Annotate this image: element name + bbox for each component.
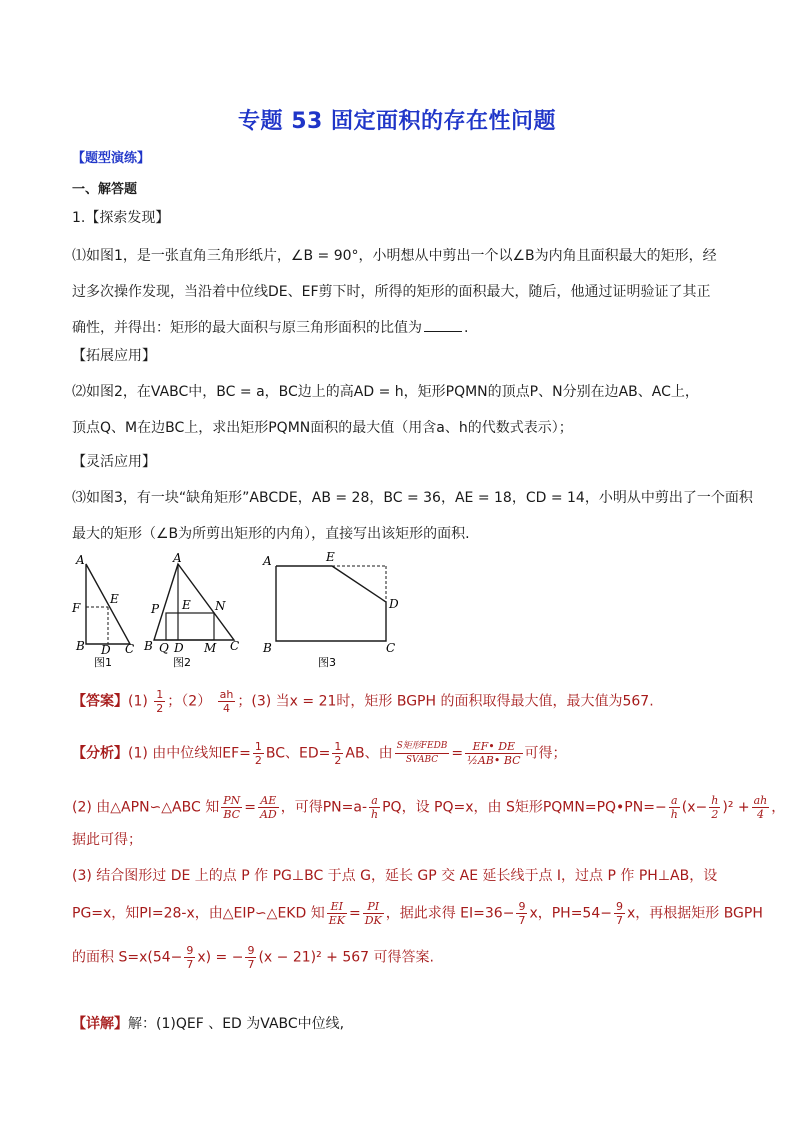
fig2-label-a: A (173, 551, 182, 565)
analysis-text: ，据此求得 EI=36− (385, 905, 515, 922)
analysis-text: AB、由 (345, 745, 393, 762)
fraction-numerator: ah (219, 688, 234, 701)
fraction (669, 794, 680, 821)
question-part1-line3-text: 确性，并得出：矩形的最大面积与原三角形面积的比值为 (72, 320, 422, 336)
fraction-denominator: ½AB• BC (467, 754, 521, 767)
fraction-numerator: h (711, 794, 719, 807)
analysis-line5 (72, 900, 763, 927)
analysis-line6 (72, 944, 434, 971)
analysis-text: (2) 由△APN∽△ABC 知 (72, 799, 220, 816)
answer-part1: (1) (128, 693, 148, 710)
fraction (327, 900, 347, 927)
analysis-text: ， (771, 799, 786, 816)
fraction-numerator: 1 (334, 740, 342, 753)
fraction-denominator: 7 (186, 958, 194, 971)
analysis-text: PG=x，知PI=28-x，由△EIP∽△EKD 知 (72, 905, 325, 922)
fig2-label-p: P (151, 602, 160, 616)
question-part1-line1: ⑴如图1，是一张直角三角形纸片，∠B = 90°，小明想从中剪出一个以∠B为内角且面积最大的矩形，经 (72, 248, 717, 264)
fig2-label-e: E (182, 598, 191, 612)
fraction-numerator: EI (327, 900, 347, 914)
fig3-label-b: B (263, 641, 272, 655)
analysis-text: (x − 21)² + 567 可得答案. (258, 949, 434, 966)
fraction-denominator: 7 (247, 958, 255, 971)
answer-blank (424, 319, 462, 332)
analysis-text: = (244, 799, 256, 816)
detail-text: 解：(1)QEF 、ED 为VABC中位线, (128, 1016, 345, 1032)
fig1-label-a: A (76, 553, 85, 567)
fraction-denominator: 4 (756, 808, 764, 821)
answer-separator: ；（2） (167, 693, 212, 710)
expand-label: 【拓展应用】 (72, 348, 156, 364)
analysis-line3: 据此可得； (72, 832, 142, 848)
fraction-numerator: 1 (254, 740, 262, 753)
fraction (245, 944, 256, 971)
fraction-numerator: 9 (247, 944, 255, 957)
fraction-denominator: BC (223, 808, 241, 821)
fraction (184, 944, 195, 971)
fig1-label-b: B (76, 639, 85, 653)
fraction-denominator: EK (328, 914, 345, 927)
question-part3-line1: ⑶如图3，有一块“缺角矩形”ABCDE，AB = 28，BC = 36，AE = 18，CD = 14，小明从中剪出了一个面积 (72, 490, 753, 506)
fraction-numerator: 9 (186, 944, 194, 957)
fraction-denominator: h (670, 808, 678, 821)
analysis-line1 (72, 740, 567, 767)
fraction-numerator: ah (753, 794, 768, 807)
fig2-caption: 图2 (173, 656, 191, 669)
fig2-label-m: M (204, 641, 217, 655)
fraction-denominator: 2 (254, 754, 262, 767)
fraction-numerator: EF• DE (465, 740, 522, 754)
fraction-numerator: S矩形FEDB (395, 740, 450, 754)
answer-fraction-2 (218, 688, 236, 715)
figure-1 (71, 553, 134, 669)
fraction (253, 740, 264, 767)
fig2-label-d: D (174, 641, 184, 655)
fig3-label-a: A (263, 554, 272, 568)
fraction-numerator: PI (363, 900, 384, 914)
detail-line (72, 1014, 344, 1034)
analysis-text: (1) 由中位线知EF= (128, 745, 251, 762)
answer-tag: 【答案】 (72, 693, 128, 710)
fraction-numerator: a (369, 794, 380, 808)
fraction (221, 794, 242, 821)
fraction-numerator: 9 (615, 900, 623, 913)
question-part3-line2: 最大的矩形（∠B为所剪出矩形的内角），直接写出该矩形的面积. (72, 526, 470, 542)
analysis-text: x，PH=54− (529, 905, 612, 922)
fig2-label-b: B (144, 639, 153, 653)
fraction (709, 794, 720, 821)
fig3-caption: 图3 (318, 656, 336, 669)
analysis-text: )² + (722, 799, 750, 816)
question-part1-line3-end: . (464, 320, 469, 336)
fraction-numerator: a (669, 794, 680, 808)
fraction-denominator: DK (364, 914, 382, 927)
fraction-denominator: SVABC (405, 755, 439, 765)
fraction-denominator: 2 (334, 754, 342, 767)
fraction (332, 740, 343, 767)
question-part2-line1: ⑵如图2，在VABC中，BC = a，BC边上的高AD = h，矩形PQMN的顶点P、N分别在边AB、AC上， (72, 384, 699, 400)
analysis-text: (x− (681, 799, 708, 816)
fraction-denominator: h (371, 808, 379, 821)
answer-rest: ；(3) 当x = 21时，矩形 BGPH 的面积取得最大值，最大值为567. (237, 693, 654, 710)
page-title: 专题 53 固定面积的存在性问题 (238, 109, 556, 134)
section-heading: 一、解答题 (72, 182, 138, 197)
fraction-numerator: 1 (156, 688, 164, 701)
analysis-text: ，可得PN=a- (280, 799, 368, 816)
analysis-text: = (348, 905, 361, 922)
analysis-text: BC、ED= (265, 745, 331, 762)
fig2-label-n: N (215, 599, 226, 613)
analysis-text: = (451, 745, 464, 762)
fraction-denominator: AD (259, 808, 277, 821)
analysis-line2 (72, 794, 785, 821)
question-part2-line2: 顶点Q、M在边BC上，求出矩形PQMN面积的最大值（用含a、h的代数式表示）； (72, 420, 573, 436)
fraction-denominator: 7 (615, 914, 623, 927)
answer-fraction-1 (154, 688, 165, 715)
fig3-label-d: D (389, 597, 399, 611)
analysis-text: x，再根据矩形 BGPH (626, 905, 763, 922)
analysis-text: 的面积 S=x(54− (72, 949, 183, 966)
figure-2 (143, 551, 239, 669)
analysis-line4: (3) 结合图形过 DE 上的点 P 作 PG⊥BC 于点 G，延长 GP 交 AE 延长线于点 I，过点 P 作 PH⊥AB，设 (72, 868, 718, 884)
detail-tag: 【详解】 (72, 1016, 128, 1032)
fraction-numerator: PN (223, 794, 241, 807)
question-part1-line2: 过多次操作发现，当沿着中位线DE、EF剪下时，所得的矩形的面积最大，随后，他通过证明验证了其正 (72, 284, 711, 300)
fig1-label-d: D (101, 643, 111, 657)
flex-label: 【灵活应用】 (72, 454, 156, 470)
fraction (258, 794, 279, 821)
fraction (363, 900, 384, 927)
analysis-text: 可得； (524, 745, 567, 762)
fig1-label-e: E (110, 592, 119, 606)
fig2-label-c: C (230, 639, 240, 653)
question-part1-line3 (72, 318, 468, 338)
section-tag: 【题型演练】 (72, 151, 151, 166)
fig2-label-q: Q (159, 641, 169, 655)
analysis-text: PQ，设 PQ=x，由 S矩形PQMN=PQ•PN=− (382, 799, 667, 816)
fraction (465, 740, 522, 767)
fraction-denominator: 2 (711, 808, 719, 821)
fraction-denominator: 4 (223, 702, 231, 715)
fraction (614, 900, 625, 927)
figure-3 (262, 550, 399, 669)
fig3-label-c: C (386, 641, 396, 655)
fig1-caption: 图1 (94, 656, 112, 669)
analysis-text: x) = − (197, 949, 244, 966)
answer-line (72, 688, 654, 715)
fraction (369, 794, 380, 821)
fig1-label-f: F (72, 601, 81, 615)
fraction (395, 740, 450, 767)
analysis-tag: 【分析】 (72, 745, 128, 762)
fraction-denominator: 7 (518, 914, 526, 927)
figures-diagram (70, 550, 410, 672)
fraction (516, 900, 527, 927)
question-label: 1.【探索发现】 (72, 210, 170, 226)
fig3-label-e: E (326, 550, 335, 564)
fraction-numerator: 9 (518, 900, 526, 913)
fraction (752, 794, 770, 821)
fig1-label-c: C (125, 642, 135, 656)
fraction-denominator: 2 (156, 702, 164, 715)
fraction-numerator: AE (258, 794, 279, 808)
